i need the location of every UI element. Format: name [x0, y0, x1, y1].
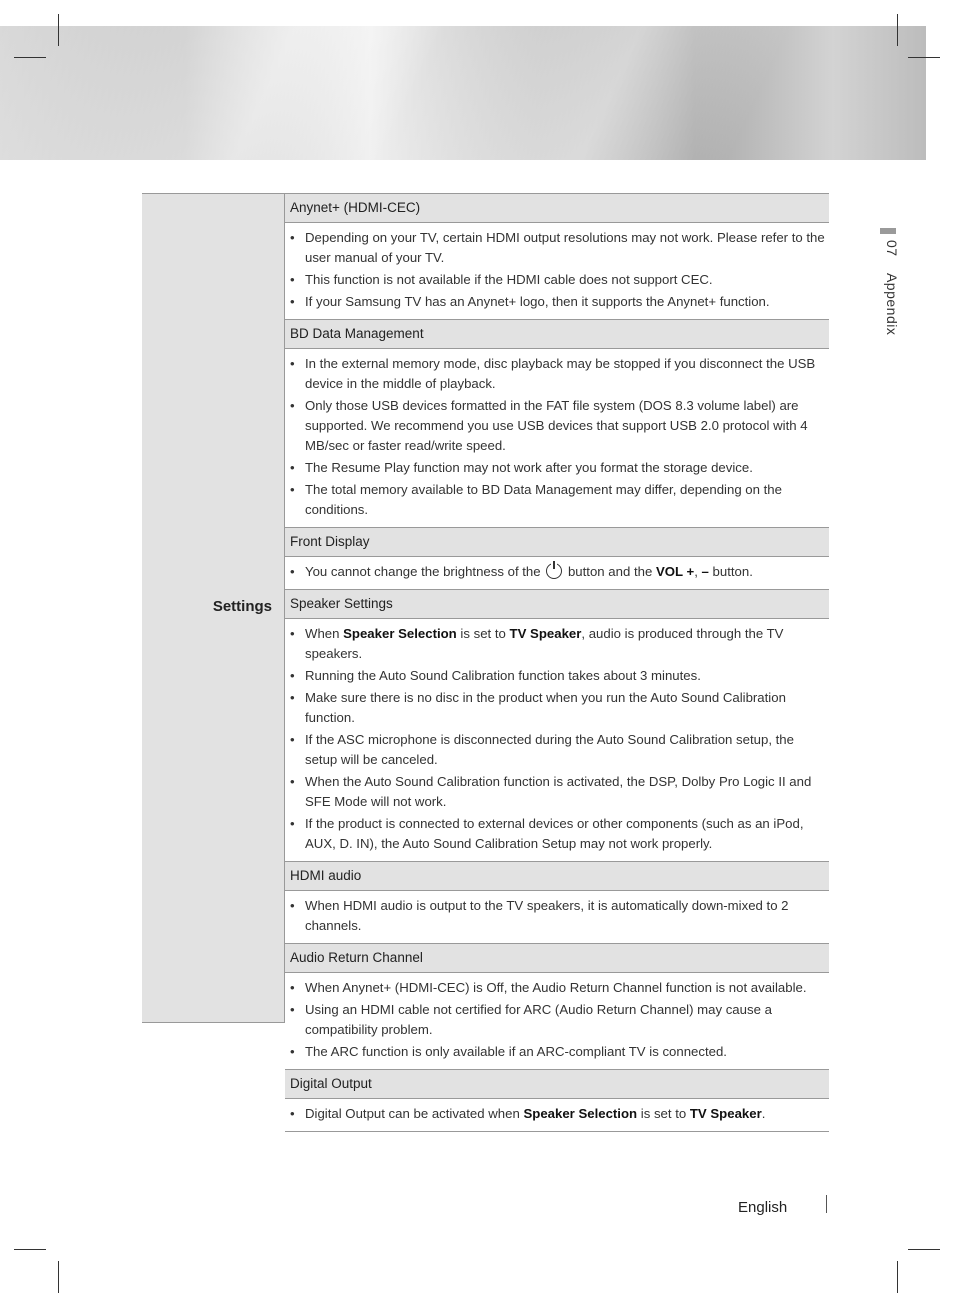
bullet-dot: •: [290, 690, 295, 705]
section-body: [285, 348, 829, 527]
bullet-text: [305, 562, 825, 582]
section-header: Speaker Settings: [285, 589, 829, 618]
bullet-item: [290, 458, 825, 478]
section-body: [285, 890, 829, 943]
bullet-item: [290, 814, 825, 854]
bullet-item: [290, 624, 825, 664]
section-header: HDMI audio: [285, 861, 829, 890]
bullet-text: [305, 1104, 825, 1124]
text-run: , audio is produced through the TV speakers.: [305, 626, 784, 661]
text-run: Depending on your TV, certain HDMI output resolutions may not work. Please refer to the user manual of your TV.: [305, 230, 825, 265]
section-header: Audio Return Channel: [285, 943, 829, 972]
bullet-text: [305, 354, 825, 394]
crop-mark: [14, 1249, 46, 1250]
text-run: button and the: [564, 564, 656, 579]
bold-term: Speaker Selection: [343, 626, 457, 641]
bullet-dot: •: [290, 1002, 295, 1017]
bullet-item: [290, 1042, 825, 1062]
text-run: Using an HDMI cable not certified for ARC (Audio Return Channel) may cause a compatibility problem.: [305, 1002, 772, 1037]
bullet-dot: •: [290, 774, 295, 789]
bullet-text: [305, 396, 825, 456]
crop-mark: [58, 1261, 59, 1293]
section-body: [285, 222, 829, 319]
text-run: This function is not available if the HDMI cable does not support CEC.: [305, 272, 713, 287]
footer-language: English: [738, 1199, 788, 1216]
section-body: [285, 618, 829, 861]
chapter-side-label: [870, 240, 900, 360]
text-run: When HDMI audio is output to the TV speakers, it is automatically down-mixed to 2 channels.: [305, 898, 789, 933]
crop-mark: [897, 1261, 898, 1293]
crop-mark: [908, 1249, 940, 1250]
chapter-number: 07: [884, 240, 900, 257]
chapter-title: Appendix: [884, 272, 900, 336]
bullet-item: [290, 730, 825, 770]
bullet-text: [305, 978, 825, 998]
text-run: When Anynet+ (HDMI-CEC) is Off, the Audio Return Channel function is not available.: [305, 980, 807, 995]
text-run: If the product is connected to external devices or other components (such as an iPod, AUX, D. IN), the Auto Sound Calibration Setup may not work properly.: [305, 816, 804, 851]
crop-mark: [908, 57, 940, 58]
text-run: The ARC function is only available if an ARC-compliant TV is connected.: [305, 1044, 727, 1059]
bullet-dot: •: [290, 668, 295, 683]
text-run: If your Samsung TV has an Anynet+ logo, then it supports the Anynet+ function.: [305, 294, 770, 309]
bullet-dot: •: [290, 398, 295, 413]
section-header: Anynet+ (HDMI-CEC): [285, 193, 829, 222]
category-label: Settings: [212, 598, 272, 615]
text-run: Only those USB devices formatted in the FAT file system (DOS 8.3 volume label) are supported. We recommend you use USB devices that support USB 2.0 protocol with 4 MB/sec or faster read/write speed.: [305, 398, 808, 453]
crop-mark: [14, 57, 46, 58]
section-body: [285, 1098, 829, 1132]
section-body: [285, 556, 829, 589]
text-run: Make sure there is no disc in the product when you run the Auto Sound Calibration function.: [305, 690, 786, 725]
text-run: is set to: [456, 626, 510, 641]
bullet-item: [290, 480, 825, 520]
bullet-dot: •: [290, 272, 295, 287]
bullet-dot: •: [290, 898, 295, 913]
bullet-item: [290, 688, 825, 728]
bullet-text: [305, 228, 825, 268]
bullet-text: [305, 1000, 825, 1040]
bullet-dot: •: [290, 1044, 295, 1059]
bullet-dot: •: [290, 626, 295, 641]
bullet-dot: •: [290, 1106, 295, 1121]
text-run: When the Auto Sound Calibration function is activated, the DSP, Dolby Pro Logic II and SFE Mode will not work.: [305, 774, 812, 809]
bullet-item: [290, 772, 825, 812]
text-run: Running the Auto Sound Calibration function takes about 3 minutes.: [305, 668, 701, 683]
text-run: When: [305, 626, 344, 641]
bullet-item: [290, 978, 825, 998]
text-run: If the ASC microphone is disconnected during the Auto Sound Calibration setup, the setup will be canceled.: [305, 732, 794, 767]
bullet-item: [290, 1000, 825, 1040]
crop-mark: [58, 14, 59, 46]
bullet-dot: •: [290, 980, 295, 995]
bullet-dot: •: [290, 482, 295, 497]
bullet-item: [290, 354, 825, 394]
bullet-dot: •: [290, 356, 295, 371]
bullet-dot: •: [290, 816, 295, 831]
category-cell: [142, 193, 285, 1023]
bullet-text: [305, 772, 825, 812]
bullet-item: [290, 228, 825, 268]
bold-term: TV Speaker: [509, 626, 582, 641]
bullet-text: [305, 458, 825, 478]
bullet-dot: •: [290, 294, 295, 309]
bullet-item: [290, 1104, 825, 1124]
section-header: BD Data Management: [285, 319, 829, 348]
bullet-text: [305, 666, 825, 686]
text-run: button.: [708, 564, 753, 579]
bullet-text: [305, 730, 825, 770]
section-header: Front Display: [285, 527, 829, 556]
bullet-text: [305, 1042, 825, 1062]
bullet-dot: •: [290, 732, 295, 747]
crop-mark: [897, 14, 898, 46]
bullet-item: [290, 896, 825, 936]
bullet-item: [290, 666, 825, 686]
notes-table: [142, 193, 829, 1121]
footer-divider: [826, 1195, 827, 1213]
section-body: [285, 972, 829, 1069]
power-icon: [546, 563, 562, 579]
bold-term: Speaker Selection: [523, 1106, 638, 1121]
text-run: is set to: [637, 1106, 690, 1121]
bullet-text: [305, 688, 825, 728]
bullet-text: [305, 814, 825, 854]
bullet-dot: •: [290, 460, 295, 475]
bullet-item: [290, 292, 825, 312]
text-run: ,: [694, 564, 702, 579]
text-run: In the external memory mode, disc playback may be stopped if you disconnect the USB device in the middle of playback.: [305, 356, 816, 391]
bullet-text: [305, 292, 825, 312]
text-run: .: [761, 1106, 766, 1121]
bullet-text: [305, 624, 825, 664]
bullet-text: [305, 896, 825, 936]
section-header: Digital Output: [285, 1069, 829, 1098]
text-run: The total memory available to BD Data Management may differ, depending on the conditions.: [305, 482, 782, 517]
text-run: The Resume Play function may not work after you format the storage device.: [305, 460, 753, 475]
bullet-text: [305, 270, 825, 290]
bold-term: TV Speaker: [689, 1106, 762, 1121]
header-banner: [0, 26, 926, 160]
text-run: Digital Output can be activated when: [305, 1106, 524, 1121]
text-run: You cannot change the brightness of the: [305, 564, 545, 579]
bullet-text: [305, 480, 825, 520]
bullet-item: [290, 270, 825, 290]
bold-term: –: [701, 564, 709, 579]
bold-term: VOL +: [655, 564, 695, 579]
sections-column: [285, 193, 829, 1132]
bullet-dot: •: [290, 564, 295, 579]
chapter-tab-marker: [880, 228, 896, 234]
bullet-dot: •: [290, 230, 295, 245]
bullet-item: [290, 396, 825, 456]
bullet-item: [290, 562, 825, 582]
